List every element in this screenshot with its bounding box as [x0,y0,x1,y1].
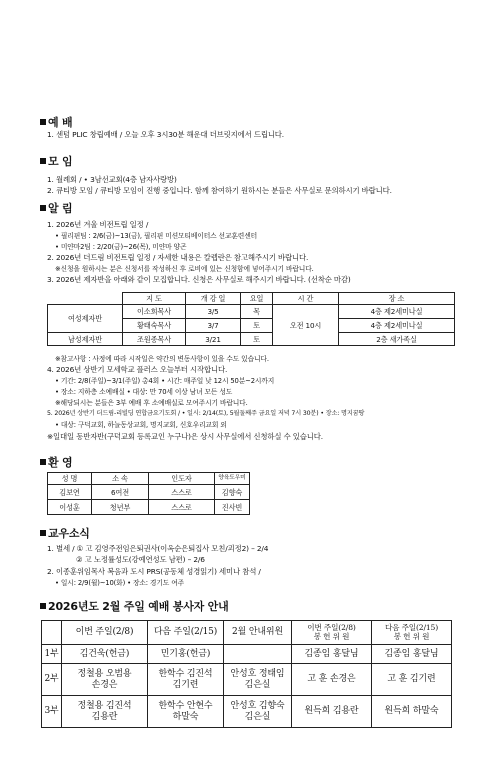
news-line-1: 1. 별세 / ① 고 김영주전임은퇴권사(이옥순은퇴집사 모친/괴정2) – 2/4 [47,544,269,553]
col-header-group: 소 속 [92,473,149,485]
table-cell: 3/5 [186,305,241,319]
disciple-class-table [47,292,455,346]
table-cell: 황태숙목사 [123,319,186,333]
table-corner [48,293,123,305]
square-bullet-icon [40,459,46,465]
notice-after-7: • 대상: 구덕교회, 하늘동상교회, 명지교회, 신호우리교회 외 [55,421,227,429]
service-label-3: 3부 [42,696,62,728]
table-cell: 조원종목사 [123,333,186,346]
notice-line-5: ※신청을 원하시는 분은 신청서를 작성하신 후 로비에 있는 신청함에 넣어주시기 바랍니다. [55,265,314,273]
col-header-guide: 인도자 [149,473,215,485]
col-header-start-date: 개 강 일 [186,293,241,305]
table-cell: 정철용 오범용 손경은 [62,664,148,696]
table-cell: 3/21 [186,333,241,346]
col-header-usher-next: 다음 주일(2/15) 봉 헌 위 원 [372,621,452,645]
meetings-line-2: 2. 큐티방 모임 / 큐티방 모임이 진행 중입니다. 함께 참여하기 원하시는 분들은 사무실로 문의하시기 바랍니다. [47,186,392,195]
table-cell: 한학수 김진석 김기련 [148,664,224,696]
table-cell: 토 [241,333,273,346]
table-cell: 고 훈 김기련 [372,664,452,696]
square-bullet-icon [40,119,46,125]
col-header-next-week: 다음 주일(2/15) [148,621,224,645]
service-label-1: 1부 [42,645,62,664]
table-cell: 목 [241,305,273,319]
service-table [41,620,452,728]
welcome-heading: 환 영 [40,456,72,470]
table-cell: 김종임 홍달님 [372,645,452,664]
table-cell: 정철용 김진석 김용란 [62,696,148,728]
table-cell: 진사빈 [215,500,250,515]
notice-after-6: 5. 2026년 상반기 더드림-리빌딩 연합금요기도회 / • 일시: 2/14(토), 5월둘째주 금요일 저녁 7시 30분) • 장소: 명지꿈땅 [47,410,365,417]
news-line-4: • 일시: 2/9(월)~10(화) • 장소: 경기도 여주 [55,579,185,587]
table-cell: 6여전 [92,485,149,500]
table-corner [42,621,62,645]
table-cell: 안성호 정태임 김은실 [224,664,292,696]
notice-line-3: • 미얀마2팀 : 2/20(금)~26(목), 미얀마 양곤 [55,243,187,251]
group-men: 남성제자반 [48,333,123,346]
service-label-2: 2부 [42,664,62,696]
notice-line-1: 1. 2026년 겨울 비전트립 일정 / [47,220,149,229]
table-cell: 스스로 [149,500,215,515]
col-header-day: 요일 [241,293,273,305]
col-header-guides: 2월 안내위원 [224,621,292,645]
notice-after-3: • 기간: 2/8(주일)~3/1(주일) 총4회 • 시간: 매주일 낮 12시 50분~2시까지 [55,377,275,385]
meetings-line-1: 1. 월례회 / • 3남선교회(4층 남자사랑방) [47,175,177,184]
table-cell: 고 훈 손경은 [292,664,372,696]
notice-after-8: ※일대일 동반자반(구덕교회 등록교인 누구나)은 상시 사무실에서 신청하실 수 있습니다. [47,432,323,441]
welcome-table [47,472,250,515]
table-cell: 김건욱(헌금) [62,645,148,664]
table-cell: 이소희목사 [123,305,186,319]
notice-after-4: • 장소: 지하층 소예배실 • 대상: 만 70세 이상 남녀 모든 성도 [55,388,233,396]
table-cell: 원득희 김용란 [292,696,372,728]
news-line-2: ② 고 노정률성도(강예연성도 남편) – 2/6 [76,555,205,564]
notice-after-1: ※참고사항 : 사정에 따라 시작일은 약간의 변동사항이 있을 수도 있습니다. [55,355,269,363]
square-bullet-icon [40,205,46,211]
notice-after-5: ※해당되시는 분들은 3부 예배 후 소예배실로 모여주시기 바랍니다. [55,399,248,407]
news-heading: 교우소식 [40,527,90,541]
notices-heading: 알 림 [40,202,72,216]
table-cell: 안성호 김향숙 김은실 [224,696,292,728]
notice-line-4: 2. 2026년 더드림 비전트립 일정 / 자세한 내용은 칼렙란은 참고해주시기 바랍니다. [47,253,309,262]
col-header-helper: 양육도우미 [215,473,250,485]
square-bullet-icon [40,530,46,536]
worship-line-1: 1. 센텀 PLIC 창립예배 / 오늘 오후 3시30분 해운대 더브릿지에서 드립니다. [47,130,284,139]
square-bullet-icon [40,158,46,164]
meetings-heading: 모 임 [40,155,72,169]
table-cell: 김보연 [48,485,92,500]
worship-heading: 예 배 [40,116,72,130]
table-cell: 김종임 홍달님 [292,645,372,664]
table-cell: 4층 제2세미나실 [339,319,455,333]
table-cell: 토 [241,319,273,333]
news-line-3: 2. 이종훈위임목사 복음과 도시 PRS(공동체 성경읽기) 세미나 참석 / [47,567,261,576]
col-header-place: 장 소 [339,293,455,305]
col-header-name: 성 명 [48,473,92,485]
table-cell: 스스로 [149,485,215,500]
table-cell: 민기홍(헌금) [148,645,224,664]
table-cell: 청년부 [92,500,149,515]
col-header-usher-this: 이번 주일(2/8) 봉 헌 위 원 [292,621,372,645]
table-cell: 3/7 [186,319,241,333]
col-header-leader: 지 도 [123,293,186,305]
table-cell: 원득희 하말숙 [372,696,452,728]
col-header-time: 시 간 [273,293,339,305]
notice-after-2: 4. 2026년 상반기 모세학교 플러스 오늘부터 시작합니다. [47,365,228,374]
shared-time-cell: 오전 10시 [273,305,339,346]
square-bullet-icon [40,603,46,609]
table-cell: 4층 제2세미나실 [339,305,455,319]
table-cell: 한학수 안현수 하말숙 [148,696,224,728]
group-women: 여성제자반 [48,305,123,333]
col-header-this-week: 이번 주일(2/8) [62,621,148,645]
notice-line-2: • 필리핀팀 : 2/6(금)~13(금), 필리핀 미션모티베이터스 선교훈련센터 [55,232,258,240]
table-cell: 2층 새가족실 [339,333,455,346]
service-heading: 2026년도 2월 주일 예배 봉사자 안내 [40,600,229,614]
table-cell [224,645,292,664]
table-cell: 김향숙 [215,485,250,500]
table-cell: 이성훈 [48,500,92,515]
notice-line-6: 3. 2026년 제자반을 아래와 같이 모집합니다. 신청은 사무실로 해주시기 바랍니다. (선착순 마감) [47,275,351,284]
